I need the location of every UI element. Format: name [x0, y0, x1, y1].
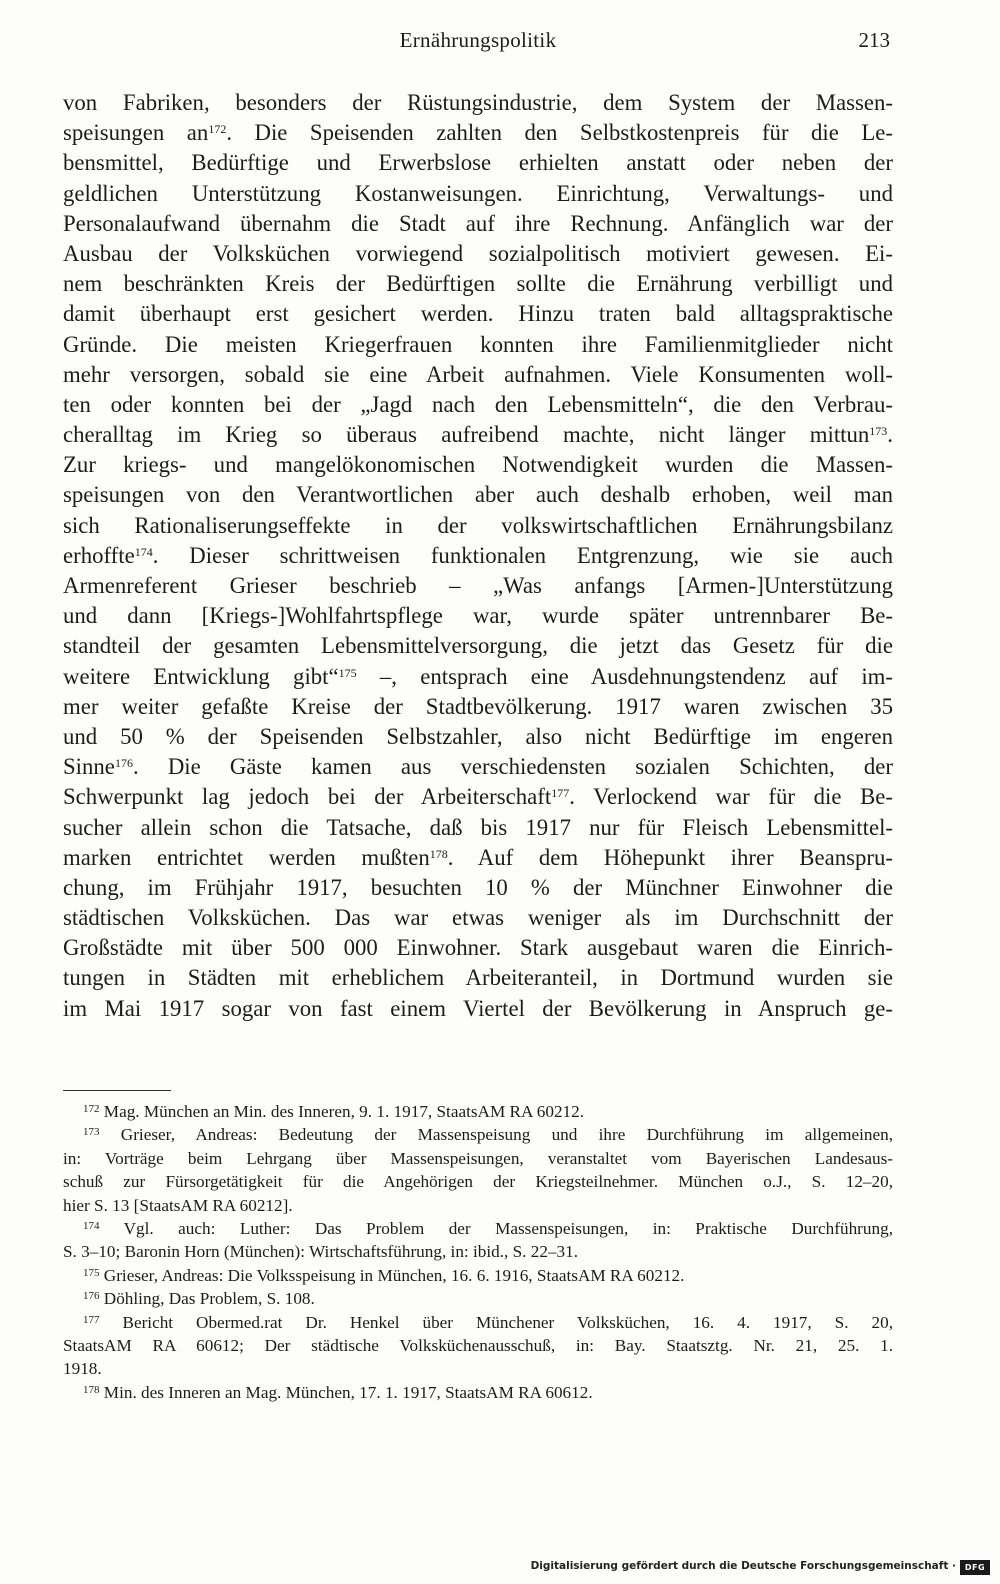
body-line-text: von Fabriken, besonders der Rüstungsindustrie, dem System der Massen-	[63, 90, 893, 115]
footnote-line	[63, 1357, 893, 1380]
body-line-text: Großstädte mit über 500 000 Einwohner. Stark ausgebaut waren die Einrich-	[63, 935, 893, 961]
dfg-logo-icon: DFG	[960, 1560, 990, 1575]
body-line	[63, 179, 893, 209]
body-line-text: sich Rationaliserungseffekte in der volkswirtschaftlichen Ernährungsbilanz	[63, 512, 893, 538]
footnote-line	[63, 1334, 893, 1357]
body-line	[63, 662, 893, 692]
footnote-line	[63, 1170, 893, 1193]
body-line-text-continued: . Dieser schrittweisen funktionalen Entgrenzung, wie sie auch	[152, 542, 893, 568]
body-line-text-continued: –, entsprach eine Ausdehnungstendenz auf im-	[356, 663, 893, 689]
footnote-number: 174	[83, 1219, 100, 1232]
body-line-text-continued: . Die Speisenden zahlten den Selbstkostenpreis für die Le-	[226, 120, 893, 146]
body-line-text: speisungen von den Verantwortlichen aber auch deshalb erhoben, weil man	[63, 482, 893, 508]
footnote-text: Döhling, Das Problem, S. 108.	[103, 1289, 315, 1309]
footnote-text: StaatsAM RA 60612; Der städtische Volksküchenausschuß, in: Bay. Staatsztg. Nr. 21, 25. 1.	[63, 1335, 893, 1355]
footnote-text: schuß zur Fürsorgetätigkeit für die Angehörigen der Kriegsteilnehmer. München o.J., S. 12–20,	[63, 1172, 893, 1192]
body-line-text: und dann [Kriegs-]Wohlfahrtspflege war, wurde später untrennbarer Be-	[63, 603, 893, 629]
footnote-text: Grieser, Andreas: Die Volksspeisung in München, 16. 6. 1916, StaatsAM RA 60212.	[103, 1265, 685, 1285]
body-line-text: ten oder konnten bei der „Jagd nach den Lebensmitteln“, die den Verbrau-	[63, 391, 893, 417]
running-head	[63, 28, 893, 58]
footnote-number: 177	[83, 1313, 100, 1326]
body-line-text: speisungen an	[63, 120, 209, 146]
body-text	[63, 88, 893, 1024]
body-line	[63, 873, 893, 903]
body-line-text: im Mai 1917 sogar von fast einem Viertel der Bevölkerung in Anspruch ge-	[63, 995, 893, 1021]
footnote-number: 172	[83, 1103, 100, 1115]
footnote-text: Grieser, Andreas: Bedeutung der Massenspeisung und ihre Durchführung im allgemeinen,	[120, 1125, 894, 1145]
body-line	[63, 88, 893, 118]
body-line-text: Ausbau der Volksküchen vorwiegend sozialpolitisch motiviert gewesen. Ei-	[63, 240, 893, 266]
footnotes	[63, 1100, 893, 1404]
body-line-text-continued: . Verlockend war für die Be-	[569, 784, 893, 810]
footnote-text: in: Vorträge beim Lehrgang über Massenspeisungen, veranstaltet vom Bayerischen Landesaus-	[63, 1148, 893, 1168]
footnote-line	[63, 1194, 893, 1217]
body-line	[63, 601, 893, 631]
body-line-text: standteil der gesamten Lebensmittelversorgung, die jetzt das Gesetz für die	[63, 633, 893, 659]
body-line-text: erhoffte	[63, 542, 135, 568]
footnote-separator	[63, 1090, 171, 1091]
footnote-reference: 172	[208, 122, 227, 137]
body-line	[63, 420, 893, 450]
footnote-line	[63, 1100, 893, 1123]
footnote-text: S. 3–10; Baronin Horn (München): Wirtschaftsführung, in: ibid., S. 22–31.	[63, 1242, 579, 1262]
footnote-text: Bericht Obermed.rat Dr. Henkel über Münchener Volksküchen, 16. 4. 1917, S. 20,	[122, 1312, 893, 1332]
body-line-text: Armenreferent Grieser beschrieb – „Was anfangs [Armen-]Unterstützung	[63, 573, 893, 598]
footnote-reference: 177	[551, 786, 570, 801]
digitization-notice: Digitalisierung gefördert durch die Deutsche Forschungsgemeinschaft ·	[530, 1560, 956, 1572]
body-line	[63, 994, 893, 1024]
body-line-text: städtischen Volksküchen. Das war etwas weniger als im Durchschnitt der	[63, 905, 893, 931]
body-line	[63, 692, 893, 722]
body-line-text: chung, im Frühjahr 1917, besuchten 10 % der Münchner Einwohner die	[63, 874, 893, 900]
body-line	[63, 843, 893, 873]
footnote-text: Mag. München an Min. des Inneren, 9. 1. 1917, StaatsAM RA 60212.	[103, 1102, 585, 1121]
body-line	[63, 330, 893, 360]
running-title: Ernährungspolitik	[399, 28, 557, 52]
body-line-text: Schwerpunkt lag jedoch bei der Arbeiterschaft	[63, 784, 552, 810]
body-line	[63, 571, 893, 601]
footnote-number: 176	[83, 1290, 100, 1303]
body-line-text: mer weiter gefaßte Kreise der Stadtbevölkerung. 1917 waren zwischen 35	[63, 693, 893, 719]
footnote-text: hier S. 13 [StaatsAM RA 60212].	[63, 1195, 293, 1215]
body-line-text-continued: . Auf dem Höhepunkt ihrer Beanspru-	[447, 844, 893, 870]
footnote-line	[63, 1217, 893, 1240]
body-line-text: und 50 % der Speisenden Selbstzahler, also nicht Bedürftige im engeren	[63, 723, 893, 749]
footnote-number: 178	[83, 1383, 100, 1396]
body-line-text: damit überhaupt erst gesichert werden. Hinzu traten bald alltagspraktische	[63, 301, 893, 327]
body-line	[63, 511, 893, 541]
body-line	[63, 360, 893, 390]
footnote-line	[63, 1311, 893, 1334]
body-line-text: cheralltag im Krieg so überaus aufreibend machte, nicht länger mittun	[63, 422, 870, 448]
footnote-number: 175	[83, 1266, 100, 1279]
footnote-line	[63, 1147, 893, 1170]
body-line	[63, 813, 893, 843]
body-line	[63, 390, 893, 420]
footnote-text: 1918.	[63, 1359, 102, 1379]
body-line-text-continued: . Die Gäste kamen aus verschiedensten sozialen Schichten, der	[132, 754, 893, 780]
body-line-text: mehr versorgen, sobald sie eine Arbeit aufnahmen. Viele Konsumenten woll-	[63, 361, 893, 387]
footnote-reference: 173	[869, 424, 888, 439]
footnote-text: Min. des Inneren an Mag. München, 17. 1. 1917, StaatsAM RA 60612.	[103, 1382, 593, 1402]
footnote-line	[63, 1123, 893, 1146]
body-line-text: bensmittel, Bedürftige und Erwerbslose erhielten anstatt oder neben der	[63, 150, 893, 176]
body-line-text: geldlichen Unterstützung Kostanweisungen. Einrichtung, Verwaltungs- und	[63, 180, 893, 206]
body-line	[63, 722, 893, 752]
body-line	[63, 903, 893, 933]
footnote-line	[63, 1240, 893, 1263]
body-line-text: tungen in Städten mit erheblichem Arbeiteranteil, in Dortmund wurden sie	[63, 965, 893, 991]
body-line-text: weitere Entwicklung gibt“	[63, 663, 339, 689]
body-line	[63, 631, 893, 661]
body-line-text: Sinne	[63, 754, 115, 780]
body-line-text: sucher allein schon die Tatsache, daß bis 1917 nur für Fleisch Lebensmittel-	[63, 814, 893, 840]
body-line	[63, 209, 893, 239]
footnote-number: 173	[83, 1126, 100, 1139]
footnote-reference: 176	[114, 756, 133, 771]
body-line	[63, 480, 893, 510]
body-line	[63, 299, 893, 329]
footnote-line	[63, 1287, 893, 1310]
body-line	[63, 148, 893, 178]
body-line-text: Gründe. Die meisten Kriegerfrauen konnten ihre Familienmitglieder nicht	[63, 331, 893, 357]
body-line-text: nem beschränkten Kreis der Bedürftigen sollte die Ernährung verbilligt und	[63, 271, 893, 297]
footnote-reference: 178	[429, 846, 448, 861]
body-line	[63, 118, 893, 148]
body-line-text: Personalaufwand übernahm die Stadt auf ihre Rechnung. Anfänglich war der	[63, 210, 893, 236]
footnote-text: Vgl. auch: Luther: Das Problem der Massenspeisungen, in: Praktische Durchführung,	[123, 1218, 893, 1238]
body-line-text-continued: .	[887, 422, 893, 448]
body-line	[63, 541, 893, 571]
body-line	[63, 269, 893, 299]
body-line-text: marken entrichtet werden mußten	[63, 844, 430, 870]
body-line	[63, 450, 893, 480]
body-line	[63, 782, 893, 812]
body-line-text: Zur kriegs- und mangelökonomischen Notwendigkeit wurden die Massen-	[63, 452, 893, 478]
body-line	[63, 239, 893, 269]
body-line	[63, 963, 893, 993]
footnote-line	[63, 1264, 893, 1287]
footnote-line	[63, 1381, 893, 1404]
body-line	[63, 933, 893, 963]
body-line	[63, 752, 893, 782]
footnote-reference: 174	[134, 544, 153, 559]
footnote-reference: 175	[338, 665, 357, 680]
page-number: 213	[858, 28, 890, 52]
